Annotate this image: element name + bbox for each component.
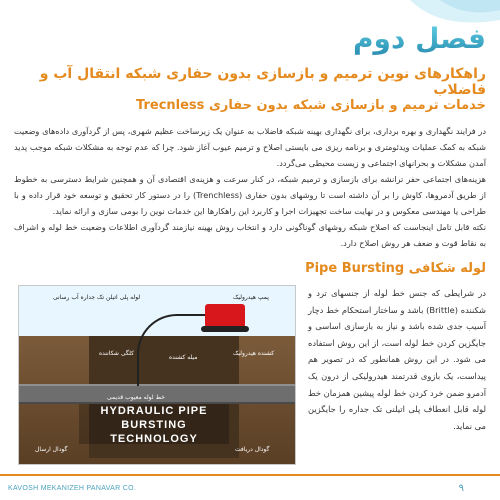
subtitle: خدمات ترمیم و بازسازی شبکه بدون حفاری Trecnless	[136, 98, 486, 113]
page-footer	[0, 474, 500, 500]
diagram-banner	[79, 404, 229, 444]
page-number: ۹	[458, 483, 464, 494]
label-pump: پمپ هیدرولیک	[233, 294, 269, 301]
label-lead-rod: میله کشنده	[169, 354, 198, 361]
label-entry-pit: گودال ارسال	[35, 446, 68, 453]
chapter-label: فصل دوم	[353, 22, 486, 55]
pipe-bursting-diagram	[18, 285, 296, 465]
label-new-pipe: لوله پلی اتیلن تک جداره آب رسانی	[53, 294, 141, 301]
paragraph-1: در فرایند نگهداری و بهره برداری، برای نگهداری بهینه شبکه فاضلاب به عنوان یک زیرساخت عظیم شهری، پس از گردآوری داده‌های وضعیت شبکه به کمک عملیات ویدئومتری و برنامه ریزی می بایستی اصلاح و ترمیم عیوب آغاز شود. چرا که عدم توجه به مشکلات شبکه موجب پدید آمدن مشکلات و بحرانهای اجتماعی و زیست محیطی می‌گردد.	[14, 126, 486, 168]
main-title: راهکارهای نوین ترمیم و بازسازی بدون حفاری شبکه انتقال آب و فاضلاب	[39, 66, 486, 98]
banner-line-1: HYDRAULIC PIPE	[100, 405, 208, 417]
paragraph-2: هزینه‌های اجتماعی حفر ترانشه برای بازسازی و ترمیم شبکه، در کنار سرعت و هزینه‌ی اقتصادی آن و همچنین شرایط دسترسی به خطوط از طریق آدمروها، کاوش را بر آن داشته است تا روشهای بدون حفاری (Trenchless) را در دستور کار تحقیق و توسعه خود قرار داده و با طراحی یا مهندسی معکوس و در نهایت ساخت تجهیزات اجرا و کاربرد این راهکارها این خدمات نوین را بومی سازی و ارائه نماید.	[14, 174, 486, 216]
paragraph-3: نکته قابل تامل اینجاست که اصلاح شبکه روشهای گوناگونی دارد و انتخاب روش بهینه نیازمند گردآوری اطلاعات وضعیت خط لوله و اشراف به نقاط قوت و ضعف هر روش اصلاح دارد.	[14, 222, 486, 248]
pipe-bursting-description: در شرایطی که جنس خط لوله از جنسهای ترد و شکننده (Brittle) باشد و ساختار استحکام خط دچار آسیب جدی شده باشد و نیاز به بازسازی اساسی و جایگزین کردن خط لوله است، از این روش استفاده می شود. در این روش همانطور که در تصویر هم پیداست، یک بازوی قدرتمند هیدرولیکی از درون یک آدمرو ضمن خرد کردن خط لوله پیشین همزمان خط لوله قابل انعطاف پلی اتیلنی تک جداره را جایگزین می نماید.	[308, 288, 486, 431]
footer-company: KAVOSH MEKANIZEH PANAVAR CO.	[8, 485, 137, 492]
label-jack: کشنده هیدرولیک	[233, 350, 275, 357]
section-title-pipe-bursting: لوله شکافی Pipe Bursting	[305, 261, 486, 276]
label-cone: کلگی شکاننده	[99, 350, 135, 357]
machine-base	[201, 326, 249, 332]
diagram-cable	[137, 314, 209, 386]
label-old-pipe: خط لوله معیوب قدیمی	[107, 394, 165, 401]
hydraulic-pump-machine	[205, 304, 245, 328]
chapter-heading	[353, 22, 486, 55]
footer-rule	[0, 474, 500, 476]
label-exit-pit: گودال دریافت	[235, 446, 270, 453]
banner-line-2: BURSTING TECHNOLOGY	[110, 419, 198, 445]
